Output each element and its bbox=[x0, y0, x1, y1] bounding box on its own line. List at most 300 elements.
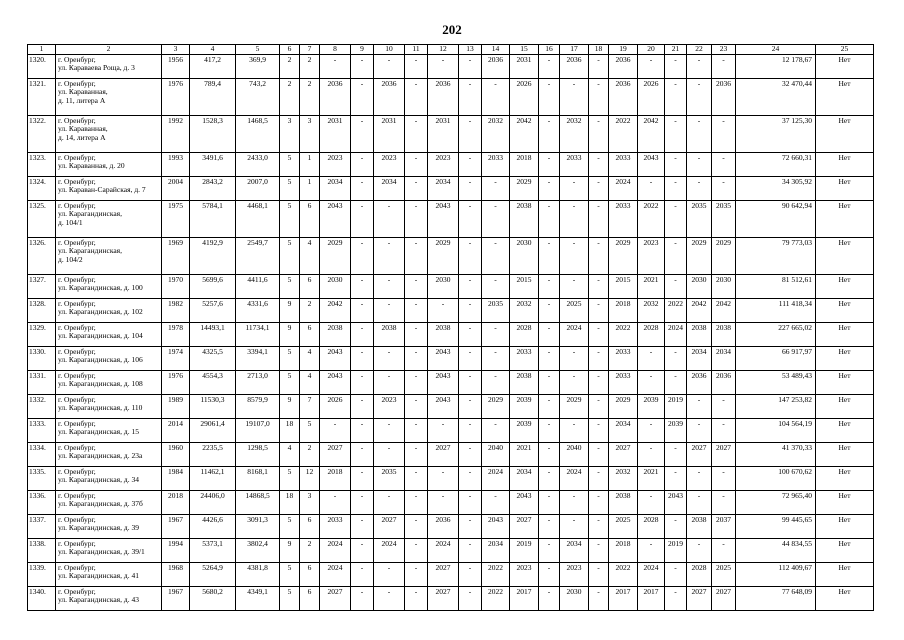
table-cell: - bbox=[539, 491, 560, 515]
row-number-cell: 1331. bbox=[28, 371, 56, 395]
table-cell: 2043 bbox=[482, 515, 510, 539]
table-cell: - bbox=[351, 515, 374, 539]
table-cell: 2034 bbox=[560, 539, 589, 563]
table-cell: - bbox=[351, 323, 374, 347]
column-header: 14 bbox=[482, 45, 510, 55]
table-cell: - bbox=[374, 419, 405, 443]
table-cell: - bbox=[405, 443, 428, 467]
table-cell: - bbox=[405, 491, 428, 515]
table-row bbox=[28, 491, 874, 515]
housing-registry-table bbox=[27, 44, 874, 611]
table-row bbox=[28, 177, 874, 201]
column-header: 9 bbox=[351, 45, 374, 55]
table-cell: 2022 bbox=[609, 116, 638, 153]
table-cell: - bbox=[589, 275, 609, 299]
table-cell: 2 bbox=[280, 55, 300, 79]
table-cell: 2 bbox=[300, 55, 320, 79]
table-cell: 2027 bbox=[712, 587, 736, 611]
table-cell: - bbox=[687, 467, 712, 491]
table-cell: - bbox=[539, 238, 560, 275]
table-cell: 8579,9 bbox=[236, 395, 280, 419]
table-cell: 2022 bbox=[482, 563, 510, 587]
table-cell: 2033 bbox=[510, 347, 539, 371]
table-cell: - bbox=[589, 563, 609, 587]
table-cell: 1984 bbox=[162, 467, 190, 491]
column-header: 22 bbox=[687, 45, 712, 55]
table-cell: 5680,2 bbox=[190, 587, 236, 611]
amount-cell: 227 665,02 bbox=[736, 323, 816, 347]
table-cell: 2030 bbox=[320, 275, 351, 299]
table-cell: - bbox=[482, 323, 510, 347]
table-cell: - bbox=[539, 299, 560, 323]
address-cell: г. Оренбург, ул. Карагандинская, д. 102 bbox=[56, 299, 162, 323]
table-cell: 1975 bbox=[162, 201, 190, 238]
table-cell: - bbox=[405, 177, 428, 201]
table-cell: 5 bbox=[280, 177, 300, 201]
flag-cell: Нет bbox=[816, 467, 874, 491]
table-cell: - bbox=[405, 275, 428, 299]
address-cell: г. Оренбург, ул. Карагандинская, д. 106 bbox=[56, 347, 162, 371]
table-cell: 2042 bbox=[712, 299, 736, 323]
table-cell: 7 bbox=[300, 395, 320, 419]
table-cell: - bbox=[459, 299, 482, 323]
column-header: 16 bbox=[539, 45, 560, 55]
address-cell: г. Оренбург, ул. Карагандинская, д. 104/2 bbox=[56, 238, 162, 275]
table-cell: - bbox=[589, 443, 609, 467]
table-cell: 2019 bbox=[510, 539, 539, 563]
table-cell: - bbox=[638, 443, 665, 467]
table-cell: 6 bbox=[300, 587, 320, 611]
table-cell: 2036 bbox=[482, 55, 510, 79]
table-cell: - bbox=[539, 79, 560, 116]
column-header: 25 bbox=[816, 45, 874, 55]
table-cell: 2039 bbox=[638, 395, 665, 419]
table-cell: - bbox=[405, 55, 428, 79]
table-cell: - bbox=[712, 395, 736, 419]
row-number-cell: 1337. bbox=[28, 515, 56, 539]
table-cell: 1960 bbox=[162, 443, 190, 467]
table-cell: - bbox=[589, 419, 609, 443]
table-cell: 2031 bbox=[510, 55, 539, 79]
amount-cell: 100 670,62 bbox=[736, 467, 816, 491]
table-cell: 2024 bbox=[560, 467, 589, 491]
table-cell: 2032 bbox=[609, 467, 638, 491]
table-cell: - bbox=[351, 443, 374, 467]
table-cell: - bbox=[539, 371, 560, 395]
table-cell: - bbox=[428, 299, 459, 323]
table-row bbox=[28, 55, 874, 79]
table-cell: - bbox=[560, 491, 589, 515]
table-cell: 2043 bbox=[428, 201, 459, 238]
table-cell: - bbox=[539, 347, 560, 371]
column-header: 20 bbox=[638, 45, 665, 55]
table-cell: 2007,0 bbox=[236, 177, 280, 201]
table-cell: - bbox=[428, 491, 459, 515]
table-cell: 9 bbox=[280, 323, 300, 347]
table-cell: - bbox=[482, 347, 510, 371]
table-row bbox=[28, 539, 874, 563]
table-cell: - bbox=[589, 153, 609, 177]
row-number-cell: 1327. bbox=[28, 275, 56, 299]
table-cell: 3 bbox=[280, 116, 300, 153]
table-cell: 1969 bbox=[162, 238, 190, 275]
table-cell: 369,9 bbox=[236, 55, 280, 79]
row-number-cell: 1336. bbox=[28, 491, 56, 515]
table-row bbox=[28, 443, 874, 467]
table-cell: - bbox=[539, 539, 560, 563]
table-row bbox=[28, 153, 874, 177]
table-row bbox=[28, 201, 874, 238]
table-cell: 2038 bbox=[374, 323, 405, 347]
column-header: 18 bbox=[589, 45, 609, 55]
address-cell: г. Оренбург, ул. Карагандинская, д. 100 bbox=[56, 275, 162, 299]
table-cell: 2027 bbox=[320, 587, 351, 611]
table-cell: 1992 bbox=[162, 116, 190, 153]
table-cell: - bbox=[428, 467, 459, 491]
column-header: 13 bbox=[459, 45, 482, 55]
table-cell: - bbox=[459, 443, 482, 467]
table-cell: 2040 bbox=[560, 443, 589, 467]
table-cell: 2021 bbox=[638, 467, 665, 491]
table-cell: - bbox=[459, 347, 482, 371]
table-cell: - bbox=[665, 515, 687, 539]
table-cell: 2023 bbox=[374, 153, 405, 177]
table-cell: 8168,1 bbox=[236, 467, 280, 491]
table-cell: - bbox=[665, 371, 687, 395]
table-cell: 5 bbox=[280, 515, 300, 539]
table-cell: 789,4 bbox=[190, 79, 236, 116]
table-cell: - bbox=[320, 491, 351, 515]
table-cell: - bbox=[405, 467, 428, 491]
column-header: 3 bbox=[162, 45, 190, 55]
table-cell: - bbox=[405, 515, 428, 539]
table-cell: 2024 bbox=[320, 563, 351, 587]
table-cell: 2 bbox=[280, 79, 300, 116]
table-cell: - bbox=[665, 587, 687, 611]
amount-cell: 99 445,65 bbox=[736, 515, 816, 539]
table-cell: 2032 bbox=[560, 116, 589, 153]
table-cell: - bbox=[428, 419, 459, 443]
table-cell: - bbox=[374, 299, 405, 323]
table-cell: - bbox=[405, 299, 428, 323]
table-cell: 2021 bbox=[510, 443, 539, 467]
table-cell: 19107,0 bbox=[236, 419, 280, 443]
table-cell: 2017 bbox=[638, 587, 665, 611]
table-cell: - bbox=[482, 201, 510, 238]
table-cell: 2017 bbox=[510, 587, 539, 611]
table-cell: 24406,0 bbox=[190, 491, 236, 515]
table-cell: - bbox=[712, 55, 736, 79]
table-cell: 11462,1 bbox=[190, 467, 236, 491]
table-cell: 4411,6 bbox=[236, 275, 280, 299]
table-cell: 2038 bbox=[687, 323, 712, 347]
address-cell: г. Оренбург, ул. Караваева Роща, д. 3 bbox=[56, 55, 162, 79]
table-cell: - bbox=[665, 347, 687, 371]
flag-cell: Нет bbox=[816, 323, 874, 347]
table-cell: - bbox=[405, 201, 428, 238]
table-cell: 2028 bbox=[510, 323, 539, 347]
table-cell: 2039 bbox=[510, 419, 539, 443]
table-cell: - bbox=[539, 116, 560, 153]
table-cell: 2030 bbox=[687, 275, 712, 299]
amount-cell: 90 642,94 bbox=[736, 201, 816, 238]
flag-cell: Нет bbox=[816, 443, 874, 467]
row-number-cell: 1338. bbox=[28, 539, 56, 563]
table-cell: - bbox=[405, 563, 428, 587]
table-cell: 2022 bbox=[482, 587, 510, 611]
table-cell: 5373,1 bbox=[190, 539, 236, 563]
table-cell: - bbox=[428, 55, 459, 79]
table-cell: - bbox=[482, 419, 510, 443]
address-cell: г. Оренбург, ул. Карагандинская, д. 43 bbox=[56, 587, 162, 611]
table-cell: 2023 bbox=[428, 153, 459, 177]
table-cell: - bbox=[560, 177, 589, 201]
table-cell: 2018 bbox=[609, 539, 638, 563]
table-cell: 2023 bbox=[638, 238, 665, 275]
table-cell: 2004 bbox=[162, 177, 190, 201]
table-cell: 9 bbox=[280, 299, 300, 323]
table-cell: - bbox=[687, 55, 712, 79]
table-cell: 1968 bbox=[162, 563, 190, 587]
table-cell: 5 bbox=[280, 201, 300, 238]
table-cell: - bbox=[687, 116, 712, 153]
flag-cell: Нет bbox=[816, 201, 874, 238]
table-cell: - bbox=[459, 275, 482, 299]
table-cell: 2027 bbox=[428, 563, 459, 587]
flag-cell: Нет bbox=[816, 539, 874, 563]
table-cell: - bbox=[539, 395, 560, 419]
table-cell: 1468,5 bbox=[236, 116, 280, 153]
table-cell: - bbox=[459, 491, 482, 515]
flag-cell: Нет bbox=[816, 299, 874, 323]
table-cell: 2025 bbox=[712, 563, 736, 587]
table-cell: 2024 bbox=[665, 323, 687, 347]
table-cell: - bbox=[405, 153, 428, 177]
table-cell: - bbox=[560, 238, 589, 275]
table-cell: - bbox=[374, 563, 405, 587]
table-cell: 2033 bbox=[482, 153, 510, 177]
table-cell: 2024 bbox=[374, 539, 405, 563]
table-cell: - bbox=[589, 395, 609, 419]
address-cell: г. Оренбург, ул. Карагандинская, д. 39/1 bbox=[56, 539, 162, 563]
table-cell: 2029 bbox=[560, 395, 589, 419]
table-cell: - bbox=[638, 539, 665, 563]
table-cell: 2032 bbox=[638, 299, 665, 323]
table-cell: - bbox=[405, 587, 428, 611]
table-cell: - bbox=[589, 79, 609, 116]
table-cell: 1967 bbox=[162, 515, 190, 539]
row-number-cell: 1321. bbox=[28, 79, 56, 116]
table-cell: 2036 bbox=[712, 79, 736, 116]
table-cell: - bbox=[665, 238, 687, 275]
column-header: 5 bbox=[236, 45, 280, 55]
table-cell: 2031 bbox=[428, 116, 459, 153]
table-cell: - bbox=[459, 153, 482, 177]
table-cell: - bbox=[560, 275, 589, 299]
table-cell: 2027 bbox=[510, 515, 539, 539]
table-cell: - bbox=[539, 419, 560, 443]
table-cell: - bbox=[405, 539, 428, 563]
table-cell: - bbox=[405, 419, 428, 443]
table-cell: - bbox=[320, 419, 351, 443]
table-cell: 2032 bbox=[510, 299, 539, 323]
table-cell: 2043 bbox=[510, 491, 539, 515]
table-cell: 2019 bbox=[665, 539, 687, 563]
table-cell: 4426,6 bbox=[190, 515, 236, 539]
table-cell: 2018 bbox=[510, 153, 539, 177]
address-cell: г. Оренбург, ул. Караван-Сарайская, д. 7 bbox=[56, 177, 162, 201]
table-cell: 1982 bbox=[162, 299, 190, 323]
table-cell: - bbox=[539, 201, 560, 238]
table-cell: 2023 bbox=[510, 563, 539, 587]
table-header-row bbox=[28, 45, 874, 55]
amount-cell: 53 489,43 bbox=[736, 371, 816, 395]
row-number-cell: 1322. bbox=[28, 116, 56, 153]
table-cell: - bbox=[405, 347, 428, 371]
table-cell: 11530,3 bbox=[190, 395, 236, 419]
column-header: 15 bbox=[510, 45, 539, 55]
table-cell: - bbox=[589, 55, 609, 79]
table-cell: 1974 bbox=[162, 347, 190, 371]
table-cell: 2029 bbox=[428, 238, 459, 275]
table-cell: 4 bbox=[300, 347, 320, 371]
table-cell: - bbox=[712, 491, 736, 515]
table-cell: - bbox=[459, 79, 482, 116]
table-cell: 2033 bbox=[609, 201, 638, 238]
table-cell: 2034 bbox=[609, 419, 638, 443]
table-row bbox=[28, 116, 874, 153]
amount-cell: 112 409,67 bbox=[736, 563, 816, 587]
column-header: 6 bbox=[280, 45, 300, 55]
table-cell: - bbox=[560, 347, 589, 371]
table-cell: 2713,0 bbox=[236, 371, 280, 395]
table-cell: - bbox=[405, 323, 428, 347]
table-cell: 2039 bbox=[665, 419, 687, 443]
table-cell: - bbox=[459, 515, 482, 539]
table-row bbox=[28, 467, 874, 491]
amount-cell: 81 512,61 bbox=[736, 275, 816, 299]
column-header: 24 bbox=[736, 45, 816, 55]
table-cell: 2033 bbox=[609, 347, 638, 371]
table-cell: 1298,5 bbox=[236, 443, 280, 467]
table-cell: 2030 bbox=[712, 275, 736, 299]
table-cell: 2021 bbox=[638, 275, 665, 299]
table-cell: 1528,3 bbox=[190, 116, 236, 153]
table-cell: 2022 bbox=[638, 201, 665, 238]
table-cell: - bbox=[712, 116, 736, 153]
table-cell: - bbox=[687, 395, 712, 419]
table-row bbox=[28, 275, 874, 299]
table-cell: - bbox=[539, 55, 560, 79]
table-cell: 4381,8 bbox=[236, 563, 280, 587]
table-cell: - bbox=[405, 79, 428, 116]
table-cell: - bbox=[374, 587, 405, 611]
row-number-cell: 1332. bbox=[28, 395, 56, 419]
table-cell: - bbox=[351, 153, 374, 177]
amount-cell: 66 917,97 bbox=[736, 347, 816, 371]
table-cell: - bbox=[482, 79, 510, 116]
flag-cell: Нет bbox=[816, 275, 874, 299]
table-cell: - bbox=[351, 467, 374, 491]
table-cell: 2036 bbox=[320, 79, 351, 116]
table-cell: 4468,1 bbox=[236, 201, 280, 238]
table-cell: 2026 bbox=[638, 79, 665, 116]
table-cell: 2024 bbox=[320, 539, 351, 563]
table-cell: - bbox=[539, 515, 560, 539]
table-cell: 6 bbox=[300, 515, 320, 539]
table-cell: - bbox=[589, 467, 609, 491]
page-number: 202 bbox=[442, 22, 462, 37]
table-cell: 5 bbox=[280, 238, 300, 275]
table-cell: 4554,3 bbox=[190, 371, 236, 395]
table-cell: - bbox=[712, 467, 736, 491]
address-cell: г. Оренбург, ул. Карагандинская, д. 110 bbox=[56, 395, 162, 419]
table-cell: - bbox=[687, 79, 712, 116]
address-cell: г. Оренбург, ул. Карагандинская, д. 15 bbox=[56, 419, 162, 443]
table-cell: - bbox=[665, 563, 687, 587]
table-cell: 2036 bbox=[560, 55, 589, 79]
table-cell: 2549,7 bbox=[236, 238, 280, 275]
table-cell: - bbox=[539, 323, 560, 347]
table-row bbox=[28, 371, 874, 395]
table-cell: - bbox=[589, 177, 609, 201]
table-cell: - bbox=[459, 587, 482, 611]
table-cell: 2038 bbox=[510, 371, 539, 395]
table-cell: 5 bbox=[280, 153, 300, 177]
column-header: 8 bbox=[320, 45, 351, 55]
table-cell: - bbox=[482, 371, 510, 395]
table-cell: - bbox=[539, 563, 560, 587]
table-cell: 18 bbox=[280, 419, 300, 443]
table-cell: - bbox=[589, 116, 609, 153]
table-cell: 2036 bbox=[687, 371, 712, 395]
table-cell: - bbox=[560, 515, 589, 539]
table-cell: 3091,3 bbox=[236, 515, 280, 539]
table-cell: 2040 bbox=[482, 443, 510, 467]
table-cell: 6 bbox=[300, 323, 320, 347]
table-cell: 2043 bbox=[428, 395, 459, 419]
table-cell: 2036 bbox=[609, 79, 638, 116]
address-cell: г. Оренбург, ул. Карагандинская, д. 23а bbox=[56, 443, 162, 467]
table-cell: 11734,1 bbox=[236, 323, 280, 347]
address-cell: г. Оренбург, ул. Карагандинская, д. 34 bbox=[56, 467, 162, 491]
table-cell: 2023 bbox=[560, 563, 589, 587]
table-cell: - bbox=[374, 55, 405, 79]
row-number-cell: 1324. bbox=[28, 177, 56, 201]
table-cell: 5 bbox=[280, 275, 300, 299]
table-cell: 2043 bbox=[428, 347, 459, 371]
address-cell: г. Оренбург, ул. Карагандинская, д. 37б bbox=[56, 491, 162, 515]
table-cell: - bbox=[459, 563, 482, 587]
amount-cell: 104 564,19 bbox=[736, 419, 816, 443]
column-header: 23 bbox=[712, 45, 736, 55]
table-cell: - bbox=[589, 323, 609, 347]
table-cell: 2031 bbox=[320, 116, 351, 153]
row-number-cell: 1333. bbox=[28, 419, 56, 443]
table-cell: 1994 bbox=[162, 539, 190, 563]
table-cell: 2027 bbox=[428, 443, 459, 467]
table-cell: 2029 bbox=[609, 238, 638, 275]
table-cell: - bbox=[589, 491, 609, 515]
table-cell: - bbox=[405, 238, 428, 275]
table-cell: - bbox=[638, 491, 665, 515]
amount-cell: 79 773,03 bbox=[736, 238, 816, 275]
table-cell: 9 bbox=[280, 539, 300, 563]
table-cell: 1989 bbox=[162, 395, 190, 419]
flag-cell: Нет bbox=[816, 347, 874, 371]
row-number-cell: 1334. bbox=[28, 443, 56, 467]
table-cell: 1967 bbox=[162, 587, 190, 611]
